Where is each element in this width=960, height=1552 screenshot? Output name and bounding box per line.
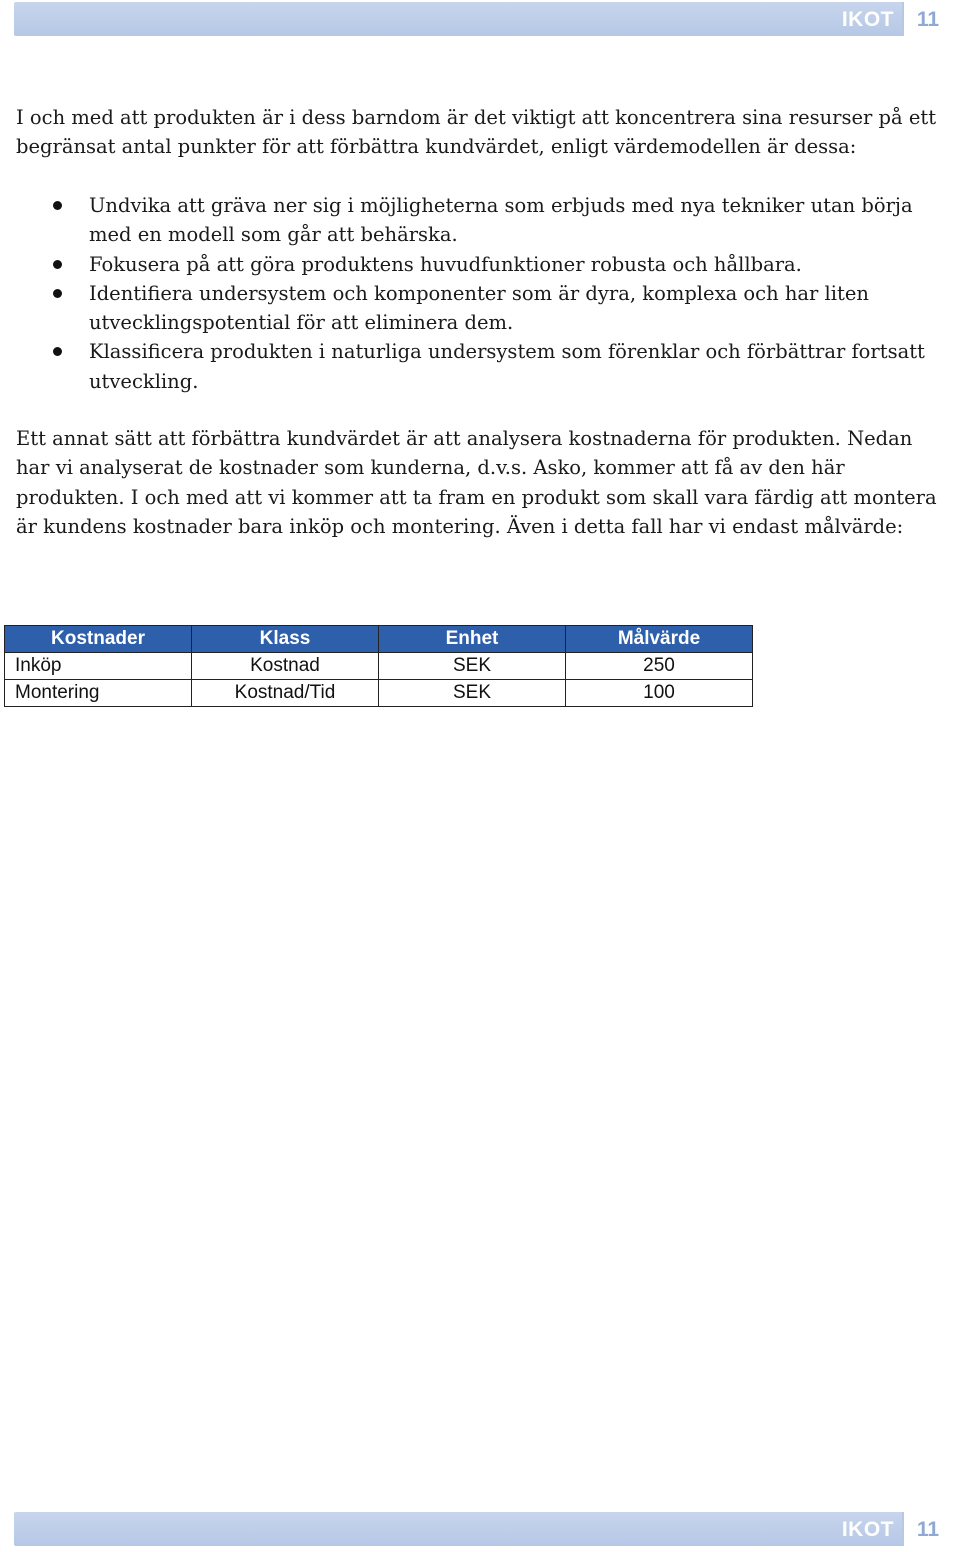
list-item: [16, 279, 941, 338]
page-footer: [14, 1512, 952, 1546]
table-cell: Montering: [5, 680, 192, 707]
list-item-text: Fokusera på att göra produktens huvudfunktioner robusta och hållbara.: [89, 252, 802, 276]
page-header: [14, 2, 952, 36]
table-header-row: [5, 626, 753, 653]
column-header-enhet: Enhet: [379, 626, 566, 653]
list-item-text: Identifiera undersystem och komponenter som är dyra, komplexa och har liten utvecklingspotential för att eliminera dem.: [89, 281, 869, 335]
list-item-text: Klassificera produkten i naturliga undersystem som förenklar och förbättrar fortsatt utveckling.: [89, 340, 925, 393]
list-item: [16, 191, 941, 250]
table-cell: SEK: [379, 653, 566, 680]
list-item: [16, 337, 941, 396]
column-header-malvarde: Målvärde: [566, 626, 753, 653]
table-cell: Inköp: [5, 653, 192, 680]
footer-title: IKOT: [841, 1518, 894, 1541]
footer-page-number: 11: [902, 1512, 952, 1546]
bullet-icon: [53, 347, 62, 356]
bullet-list: [16, 191, 941, 396]
intro-paragraph: I och med att produkten är i dess barndom är det viktigt att koncentrera sina resurser på ett begränsat antal punkter för att förbättra kundvärdet, enligt värdemodellen är dessa:: [16, 106, 937, 159]
list-item: [16, 250, 941, 279]
table-row: [5, 680, 753, 707]
cost-paragraph: Ett annat sätt att förbättra kundvärdet är att analysera kostnaderna för produkten. Nedan har vi analyserat de kostnader som kunderna, d.v.s. Asko, kommer att få av den här produkten. I och med att vi kommer att ta fram en produkt som skall vara färdig att montera är kundens kostnader bara inköp och montering. Även i detta fall har vi endast målvärde:: [16, 427, 937, 538]
header-title: IKOT: [841, 8, 894, 31]
column-header-kostnader: Kostnader: [5, 626, 192, 653]
list-item-text: Undvika att gräva ner sig i möjligheterna som erbjuds med nya tekniker utan börja med en modell som går att behärska.: [89, 194, 913, 247]
column-header-klass: Klass: [192, 626, 379, 653]
table-cell: 100: [566, 680, 753, 707]
header-page-number: 11: [902, 2, 952, 36]
table-cell: 250: [566, 653, 753, 680]
bullet-icon: [53, 260, 62, 269]
cost-table: [4, 625, 753, 707]
table-cell: SEK: [379, 680, 566, 707]
table-cell: Kostnad/Tid: [192, 680, 379, 707]
table-row: [5, 653, 753, 680]
bullet-icon: [53, 201, 62, 210]
bullet-icon: [53, 289, 62, 298]
table-cell: Kostnad: [192, 653, 379, 680]
